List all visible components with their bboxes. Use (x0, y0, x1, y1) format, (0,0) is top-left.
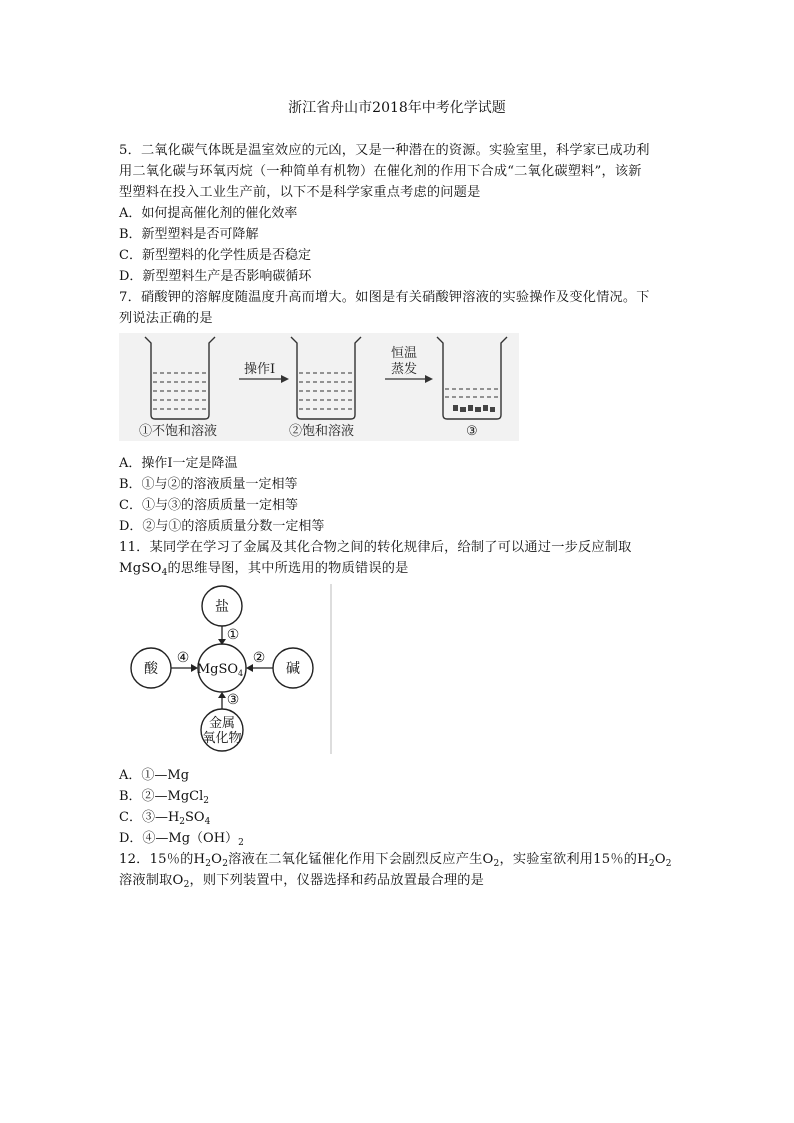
beaker-3-label: ③ (466, 424, 478, 439)
beaker-experiment-figure (119, 333, 519, 441)
q7-option-a: A．操作Ⅰ一定是降温 (119, 456, 238, 471)
q5-line-1: 5．二氧化碳气体既是温室效应的元凶，又是一种潜在的资源。实验室里，科学家已成功利 (119, 143, 650, 158)
node-salt-label: 盐 (215, 599, 229, 615)
q5-line-3: 型塑料在投入工业生产前，以下不是科学家重点考虑的问题是 (119, 185, 481, 200)
arrow-number-1: ① (226, 627, 240, 643)
arrow-number-4: ④ (176, 650, 190, 666)
q7-line-2: 列说法正确的是 (119, 311, 213, 326)
q7-option-b: B．①与②的溶液质量一定相等 (119, 477, 298, 492)
arrow-number-2: ② (252, 650, 266, 666)
mind-map-figure (119, 584, 333, 754)
q12-line-1: 12．15％的$H_2O_2$溶液在二氧化锰催化作用下会剧烈反应产生$O_2$，实验室欲利用15％的$H_2O_2$ (119, 852, 672, 869)
q5-option-d: D．新型塑料生产是否影响碳循环 (119, 269, 312, 284)
crystals-icon (453, 405, 495, 412)
q11-line-1: 11．某同学在学习了金属及其化合物之间的转化规律后，给制了可以通过一步反应制取 (119, 540, 632, 555)
q11-option-c: C．$③—H_2SO_4$ (119, 810, 211, 827)
beaker-2-outline (291, 337, 361, 419)
q5-option-c: C．新型塑料的化学性质是否稳定 (119, 248, 311, 263)
node-mgso4-label: MgSO$_4$ (196, 662, 244, 678)
beaker-1-outline (145, 337, 215, 419)
arrow-number-3: ③ (226, 692, 240, 708)
arrow-1-label: 操作Ⅰ (244, 362, 276, 377)
beaker-2-label: ②饱和溶液 (289, 424, 355, 439)
arrow-2-label-1: 恒温 (391, 346, 418, 361)
q7-option-c: C．①与③的溶质质量一定相等 (119, 498, 298, 513)
node-metal-oxide-label-2: 氧化物 (202, 731, 242, 746)
q7-line-1: 7．硝酸钾的溶解度随温度升高而增大。如图是有关硝酸钾溶液的实验操作及变化情况。下 (119, 290, 650, 305)
q12-line-2: 溶液制取$O_2$，则下列装置中，仪器选择和药品放置最合理的是 (119, 873, 485, 890)
node-base-label: 碱 (286, 661, 300, 677)
beaker-1-label: ①不饱和溶液 (139, 424, 218, 439)
q5-line-2: 用二氧化碳与环氧丙烷（一种简单有机物）在催化剂的作用下合成“二氧化碳塑料”，该新 (119, 164, 642, 179)
q11-option-b: B．②—MgCl$_2$ (119, 789, 210, 806)
q7-option-d: D．②与①的溶质质量分数一定相等 (119, 519, 325, 534)
q11-option-d: D．$④—Mg(OH)_2$ (119, 831, 244, 848)
q11-option-a: A．①—Mg (119, 768, 190, 783)
page-title: 浙江省舟山市2018年中考化学试题 (288, 100, 506, 116)
solution-1-lines (153, 373, 499, 409)
arrow-2-label-2: 蒸发 (391, 362, 418, 377)
node-acid-label: 酸 (144, 661, 158, 677)
q5-option-a: A．如何提高催化剂的催化效率 (119, 206, 298, 221)
q5-option-b: B．新型塑料是否可降解 (119, 227, 259, 242)
node-metal-oxide-label-1: 金属 (208, 716, 236, 731)
q11-line-2: MgSO$_4$的思维导图，其中所选用的物质错误的是 (119, 561, 409, 578)
